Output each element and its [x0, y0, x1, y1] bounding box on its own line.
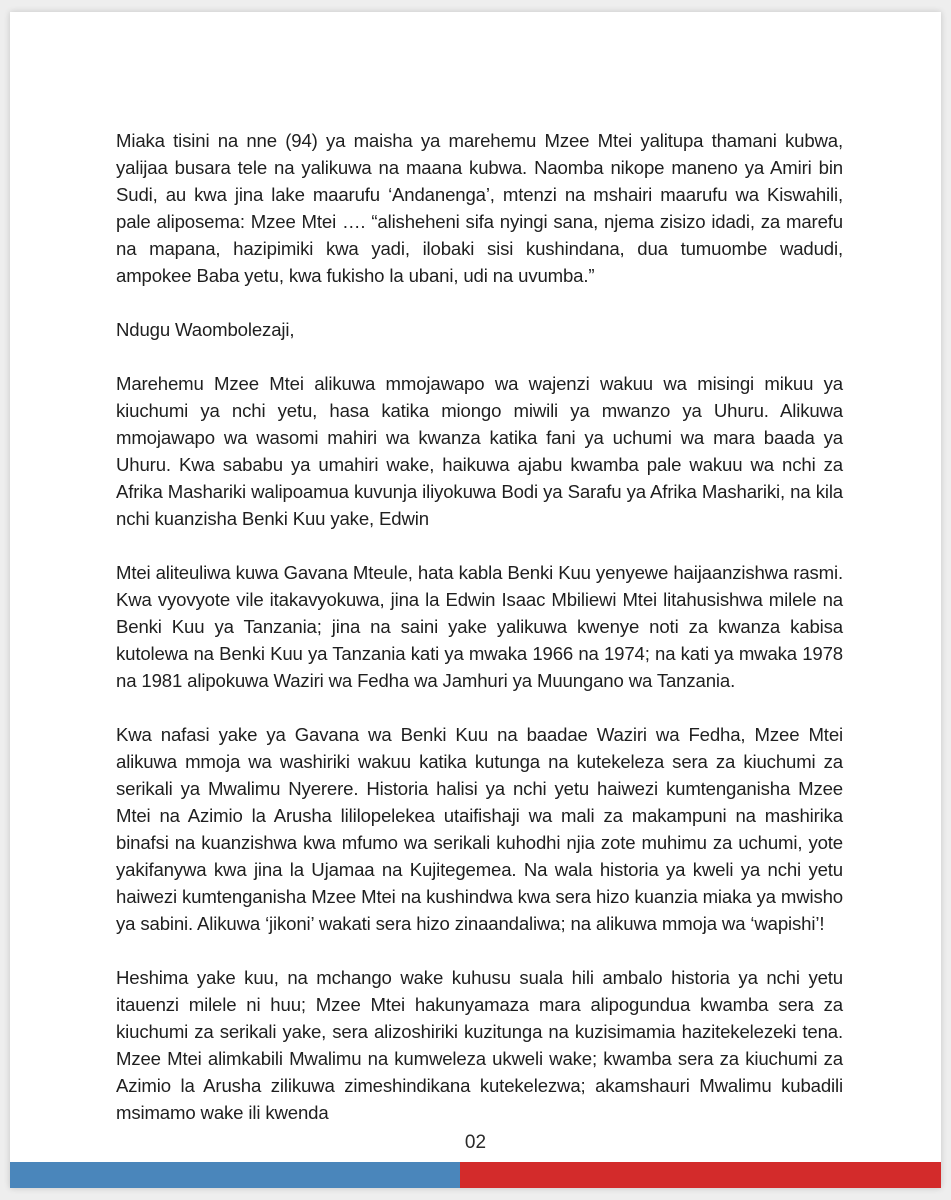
paragraph-legacy: Heshima yake kuu, na mchango wake kuhusu suala hili ambalo historia ya nchi yetu itauenzi milele ni huu; Mzee Mtei hakunyamaza mara alipogundua kwamba sera za kiuchumi za serikali yake, sera alizoshiriki kuzitunga na kuzisimamia hazitekelezeki tena. Mzee Mtei alimkabili Mwalimu na kumweleza ukweli wake; kwamba sera za kiuchumi za Azimio la Arusha zilikuwa zimeshindikana kutekelezwa; akamshauri Mwalimu kubadili msimamo wake ili kwenda [116, 967, 843, 1123]
footer-color-bar [10, 1162, 941, 1188]
footer-bar-blue [10, 1162, 460, 1188]
paragraph-intro: Miaka tisini na nne (94) ya maisha ya marehemu Mzee Mtei yalitupa thamani kubwa, yalijaa busara tele na yalikuwa na maana kubwa. Naomba nikope maneno ya Amiri bin Sudi, au kwa jina lake maarufu ‘Andanenga’, mtenzi na mshairi maarufu wa Kiswahili, pale aliposema: Mzee Mtei …. “alisheheni sifa nyingi sana, njema zisizo idadi, za marefu na mapana, hazipimiki kwa yadi, ilobaki sisi kushindana, dua tumuombe wadudi, ampokee Baba yetu, kwa fukisho la ubani, udi na uvumba.” [116, 130, 843, 286]
paragraph-policy: Kwa nafasi yake ya Gavana wa Benki Kuu na baadae Waziri wa Fedha, Mzee Mtei alikuwa mmoja wa washiriki wakuu katika kutunga na kutekeleza sera za kiuchumi za serikali ya Mwalimu Nyerere. Historia halisi ya nchi yetu haiwezi kumtenganisha Mzee Mtei na Azimio la Arusha lililopelekea utaifishaji wa mali za makampuni na mashirika binafsi na kuanzishwa kwa mfumo wa serikali kuhodhi njia zote muhimu za uchumi, yote yakifanywa kwa jina la Ujamaa na Kujitegemea. Na wala historia ya kweli ya nchi yetu haiwezi kumtenganisha Mzee Mtei na kushindwa kwa sera hizo kuanzia miaka ya mwisho ya sabini. Alikuwa ‘jikoni’ wakati sera hizo zinaandaliwa; na alikuwa mmoja wa ‘wapishi’! [116, 724, 843, 934]
footer-bar-red [460, 1162, 941, 1188]
paragraph-governor: Mtei aliteuliwa kuwa Gavana Mteule, hata kabla Benki Kuu yenyewe haijaanzishwa rasmi. Kwa vyovyote vile itakavyokuwa, jina la Edwin Isaac Mbiliewi Mtei litahusishwa milele na Benki Kuu ya Tanzania; jina na saini yake yalikuwa kwenye noti za kwanza kabisa kutolewa na Benki Kuu ya Tanzania kati ya mwaka 1966 na 1974; na kati ya mwaka 1978 na 1981 alipokuwa Waziri wa Fedha wa Jamhuri ya Muungano wa Tanzania. [116, 562, 843, 691]
document-page [10, 12, 941, 1188]
document-body [116, 127, 843, 1126]
salutation: Ndugu Waombolezaji, [116, 319, 295, 340]
paragraph-builder: Marehemu Mzee Mtei alikuwa mmojawapo wa wajenzi wakuu wa misingi mikuu ya kiuchumi ya nchi yetu, hasa katika miongo miwili ya mwanzo ya Uhuru. Alikuwa mmojawapo wa wasomi mahiri wa kwanza katika fani ya uchumi wa mara baada ya Uhuru. Kwa sababu ya umahiri wake, haikuwa ajabu kwamba pale wakuu wa nchi za Afrika Mashariki walipoamua kuvunja iliyokuwa Bodi ya Sarafu ya Afrika Mashariki, na kila nchi kuanzisha Benki Kuu yake, Edwin [116, 373, 843, 529]
page-number: 02 [464, 1132, 487, 1153]
